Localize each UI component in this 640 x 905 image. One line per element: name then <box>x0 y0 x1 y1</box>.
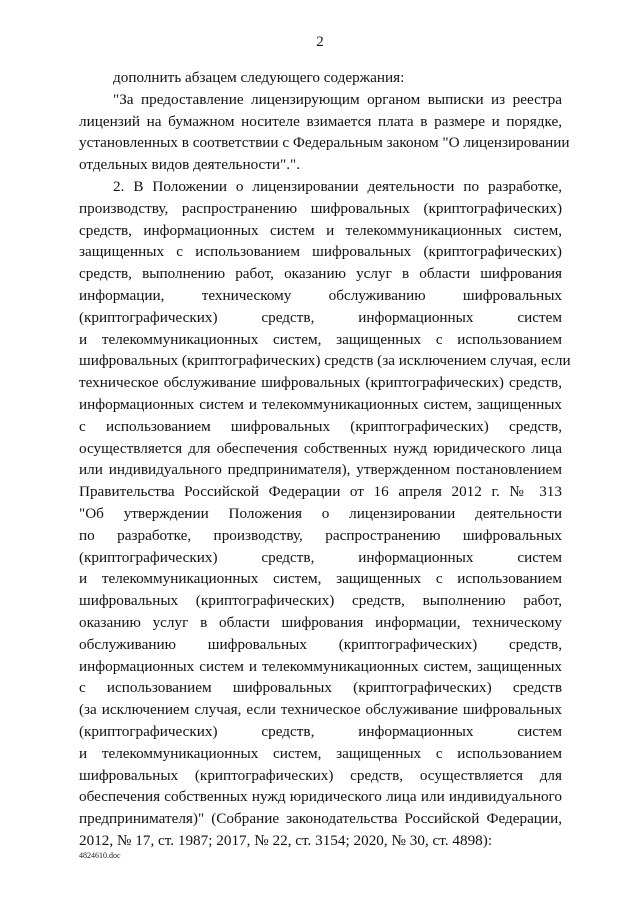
paragraph-line: отдельных видов деятельности".". <box>79 156 301 173</box>
paragraph-line: с использованием шифровальных (криптографических) средств <box>79 679 562 696</box>
paragraph-line: 2012, № 17, ст. 1987; 2017, № 22, ст. 3154; 2020, № 30, ст. 4898): <box>79 832 493 849</box>
paragraph-line: информационных систем и телекоммуникационных систем, защищенных <box>79 396 562 413</box>
page-number: 2 <box>316 34 324 50</box>
paragraph-line: техническое обслуживание шифровальных (криптографических) средств, <box>79 374 562 391</box>
paragraph-line: производству, распространению шифровальных (криптографических) <box>79 200 562 217</box>
paragraph-line: по разработке, производству, распространению шифровальных <box>79 527 562 544</box>
document-file-code: 4824610.doc <box>79 851 121 860</box>
paragraph-line: (криптографических) средств, информационных систем <box>79 549 562 566</box>
paragraph-line: (за исключением случая, если техническое обслуживание шифровальных <box>79 701 562 718</box>
paragraph-line: (криптографических) средств, информационных систем <box>79 723 562 740</box>
paragraph-line: оказанию услуг в области шифрования информации, техническому <box>79 614 562 631</box>
paragraph-line: "За предоставление лицензирующим органом выписки из реестра <box>113 91 562 108</box>
paragraph-line: осуществляется для обеспечения собственных нужд юридического лица <box>79 440 562 457</box>
paragraph-line: информационных систем и телекоммуникационных систем, защищенных <box>79 658 562 675</box>
paragraph-line: средств, информационных систем и телекоммуникационных систем, <box>79 222 562 239</box>
paragraph-line: шифровальных (криптографических) средств, осуществляется для <box>79 767 562 784</box>
paragraph-line: защищенных с использованием шифровальных (криптографических) <box>79 243 562 260</box>
paragraph-line: 2. В Положении о лицензировании деятельности по разработке, <box>113 178 562 195</box>
paragraph-line: Правительства Российской Федерации от 16 апреля 2012 г. № 313 <box>79 483 562 500</box>
paragraph-line: (криптографических) средств, информационных систем <box>79 309 562 326</box>
paragraph-line: обеспечения собственных нужд юридического лица или индивидуального <box>79 788 562 805</box>
paragraph-line: и телекоммуникационных систем, защищенных с использованием <box>79 745 562 762</box>
paragraph-line: средств, выполнению работ, оказанию услуг в области шифрования <box>79 265 562 282</box>
paragraph-line: шифровальных (криптографических) средств (за исключением случая, если <box>79 352 571 369</box>
paragraph-line: или индивидуального предпринимателя), утвержденном постановлением <box>79 461 562 478</box>
paragraph-line: шифровальных (криптографических) средств, выполнению работ, <box>79 592 562 609</box>
paragraph-line: с использованием шифровальных (криптографических) средств, <box>79 418 562 435</box>
paragraph-line: "Об утверждении Положения о лицензировании деятельности <box>79 505 562 522</box>
paragraph-line: обслуживанию шифровальных (криптографических) средств, <box>79 636 562 653</box>
paragraph-line: информации, техническому обслуживанию шифровальных <box>79 287 562 304</box>
paragraph-line: лицензий на бумажном носителе взимается плата в размере и порядке, <box>79 113 562 130</box>
paragraph-line: и телекоммуникационных систем, защищенных с использованием <box>79 331 562 348</box>
paragraph-line: и телекоммуникационных систем, защищенных с использованием <box>79 570 562 587</box>
paragraph-line: установленных в соответствии с Федеральным законом "О лицензировании <box>79 134 570 151</box>
paragraph-line: предпринимателя)" (Собрание законодательства Российской Федерации, <box>79 810 562 827</box>
paragraph-line: дополнить абзацем следующего содержания: <box>113 69 405 86</box>
